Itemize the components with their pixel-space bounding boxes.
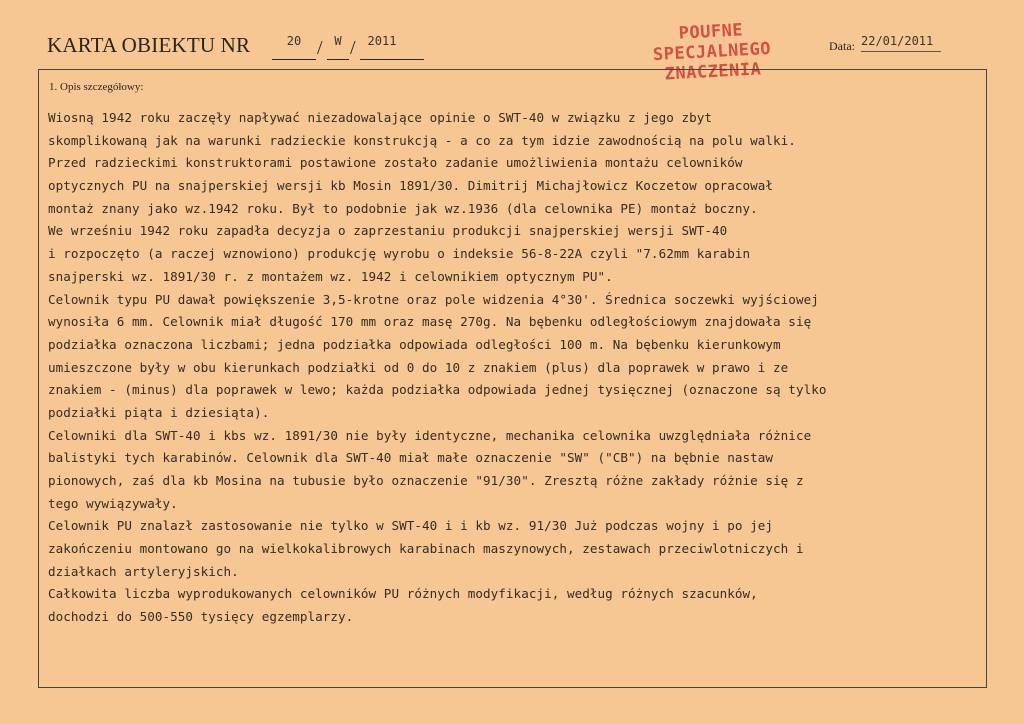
text-line: wynosiła 6 mm. Celownik miał długość 170 mm oraz masę 270g. Na bębenku odległościowym znajdowała się xyxy=(48,314,812,330)
text-line: Wiosną 1942 roku zaczęły napływać niezadowalające opinie o SWT-40 w związku z jego zbyt xyxy=(48,110,712,125)
stamp-line: SPECJALNEGO xyxy=(652,38,772,66)
text-line: Całkowita liczba wyprodukowanych celowników PU różnych modyfikacji, według różnych szacunków, xyxy=(48,586,758,602)
stamp-line: ZNACZENIA xyxy=(664,59,762,85)
text-line: pionowych, zaś dla kb Mosina na tubusie było oznaczenie "91/30". Zresztą różne zakłady różnie się z xyxy=(48,473,804,488)
text-line: zakończeniu montowano go na wielkokalibrowych karabinach maszynowych, zestawach przeciwlotniczych i xyxy=(48,541,804,557)
text-line: znakiem - (minus) dla poprawek w lewo; każda podziałka odpowiada jednej tysięcznej (oznaczone są tylko xyxy=(48,382,827,398)
text-line: tego wywiązywały. xyxy=(48,495,178,511)
text-line: skomplikowaną jak na warunki radzieckie konstrukcją - a co za tym idzie zawodnością na polu walki. xyxy=(48,132,796,148)
text-line: podziałki piąta i dziesiąta). xyxy=(48,404,270,420)
description-text xyxy=(48,107,978,629)
object-number: 20 / W / 2011 xyxy=(272,34,424,60)
text-line: działkach artyleryjskich. xyxy=(48,563,239,579)
date-value: 22/01/2011 xyxy=(861,34,934,48)
text-line: balistyki tych karabinów. Celownik dla SWT-40 miał małe oznaczenie "SW" ("CB") na bębnie nastaw xyxy=(48,450,774,466)
text-line: i rozpoczęto (a raczej wznowiono) produkcję wyrobu o indeksie 56-8-22A czyli "7.62mm karabin xyxy=(48,246,751,262)
object-number-part-2: W xyxy=(334,34,342,48)
text-line: Celownik typu PU dawał powiększenie 3,5-krotne oraz pole widzenia 4°30'. Średnica soczewki wyjściowej xyxy=(48,291,819,307)
text-line: Przed radzieckimi konstruktorami postawione zostało zadanie umożliwienia montażu celowników xyxy=(48,155,743,171)
text-line: podziałka oznaczona liczbami; jedna podziałka odpowiada odległości 100 m. Na bębenku kierunkowym xyxy=(48,336,781,352)
object-number-part-1: 20 xyxy=(286,34,302,48)
section-label: 1. Opis szczegółowy: xyxy=(49,81,144,93)
description-box xyxy=(38,69,987,688)
text-line: snajperski wz. 1891/30 r. z montażem wz. 1942 i celownikiem optycznym PU". xyxy=(48,268,613,284)
text-line: umieszczone były w obu kierunkach podziałki od 0 do 10 z znakiem (plus) dla poprawek w prawo i ze xyxy=(48,359,789,375)
date-underline xyxy=(861,51,941,52)
text-line: optycznych PU na snajperskiej wersji kb Mosin 1891/30. Dimitrij Michajłowicz Koczetow opracował xyxy=(48,178,774,194)
card-title: KARTA OBIEKTU NR xyxy=(47,33,251,57)
stamp-line: POUFNE xyxy=(678,20,744,44)
text-line: Celownik PU znalazł zastosowanie nie tylko w SWT-40 i i kb wz. 91/30 Już podczas wojny i po jej xyxy=(48,518,774,534)
text-line: montaż znany jako wz.1942 roku. Był to podobnie jak wz.1936 (dla celownika PE) montaż boczny. xyxy=(48,200,758,216)
text-line: Celowniki dla SWT-40 i kbs wz. 1891/30 nie były identyczne, mechanika celownika uwzględniała różnice xyxy=(48,427,812,443)
text-line: dochodzi do 500-550 tysięcy egzemplarzy. xyxy=(48,609,354,625)
text-line: We wrześniu 1942 roku zapadła decyzja o zaprzestaniu produkcji snajperskiej wersji SWT-40 xyxy=(48,223,728,239)
date-label: Data: xyxy=(829,39,855,53)
object-number-part-3: 2011 xyxy=(367,34,397,48)
